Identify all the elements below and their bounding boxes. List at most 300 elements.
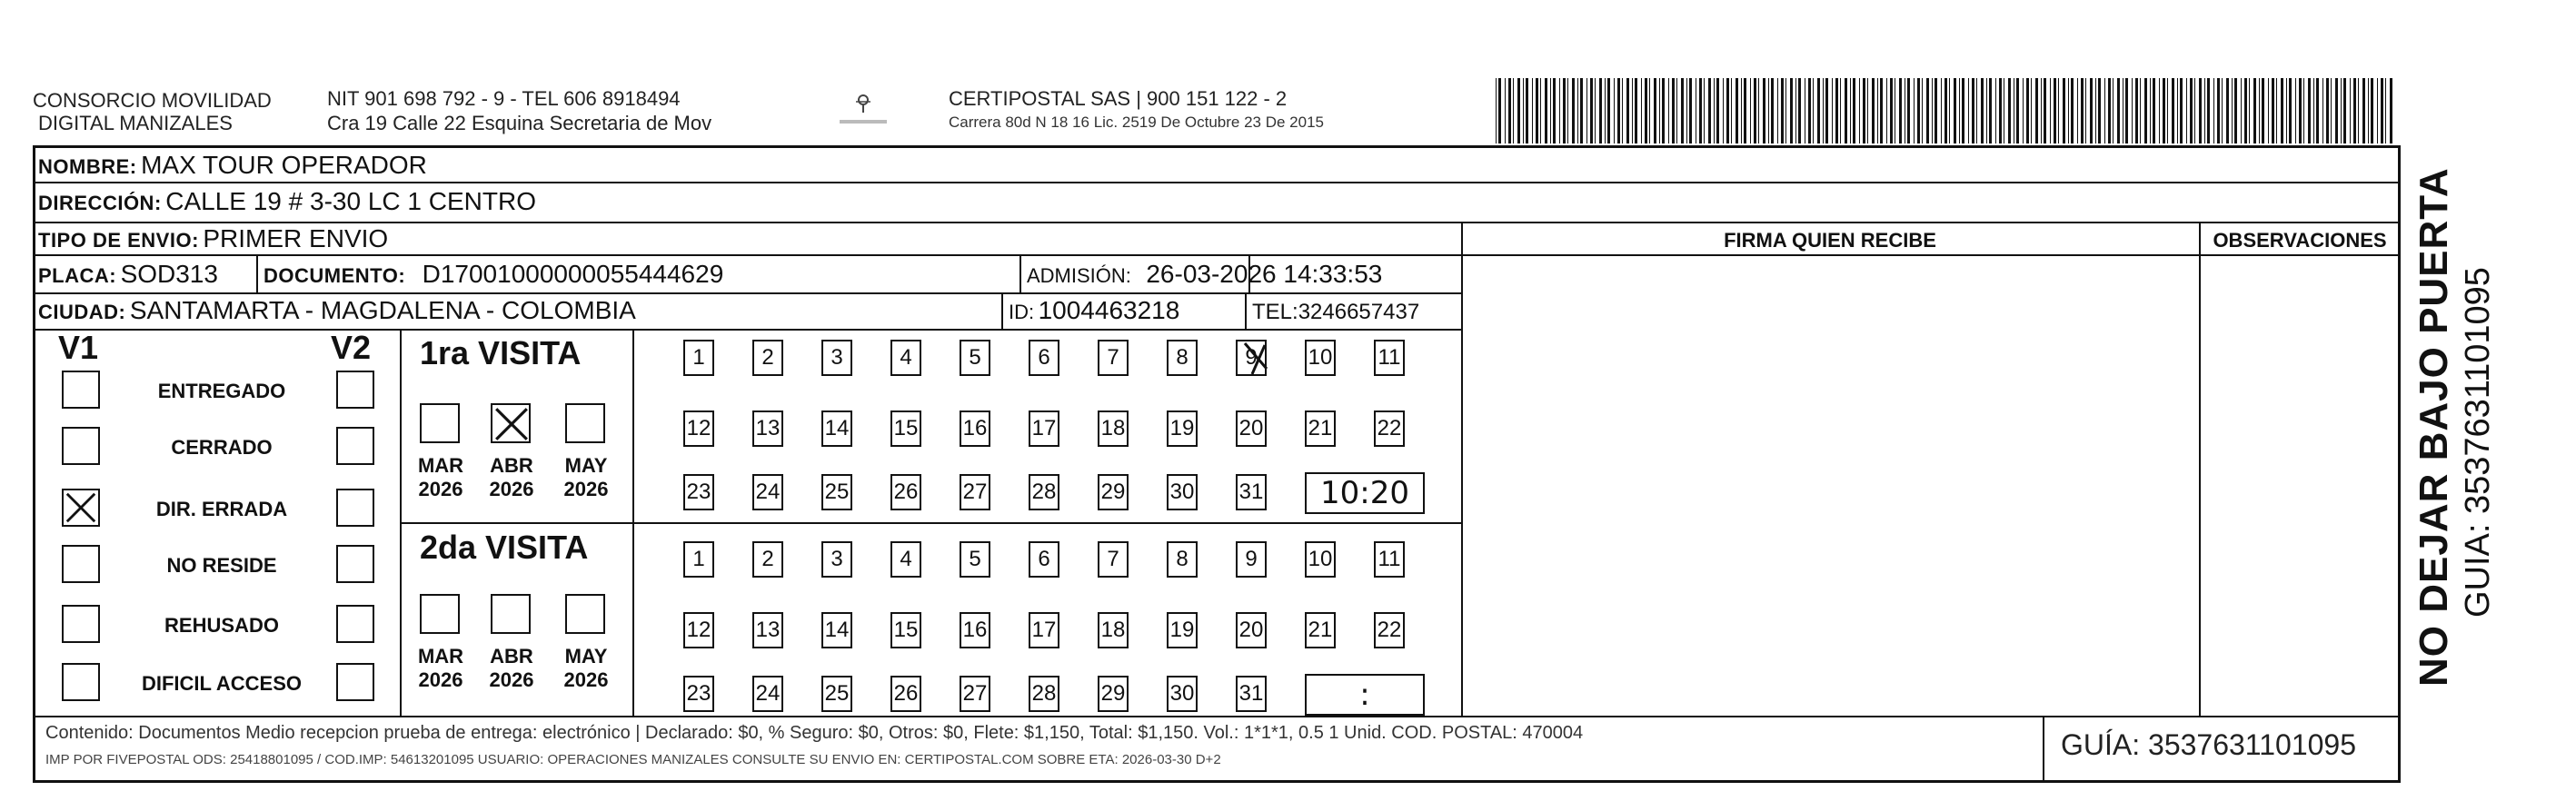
barcode-bar xyxy=(1645,78,1647,143)
barcode-bar xyxy=(1626,78,1629,143)
second-day-11[interactable]: 11 xyxy=(1374,541,1405,578)
barcode-bar xyxy=(2190,78,2193,143)
barcode-bar xyxy=(1986,78,1987,143)
barcode-bar xyxy=(2041,78,2042,143)
first-day-21[interactable]: 21 xyxy=(1305,410,1336,447)
barcode-bar xyxy=(2289,78,2292,143)
barcode-bar xyxy=(2281,78,2283,143)
second-visit-title: 2da VISITA xyxy=(420,529,589,566)
barcode-bar xyxy=(2108,78,2111,143)
first-day-7[interactable]: 7 xyxy=(1098,340,1129,376)
barcode-bar xyxy=(2299,78,2302,143)
first-day-13[interactable]: 13 xyxy=(752,410,783,447)
first-month-abr-label: ABR 2026 xyxy=(489,454,534,500)
side-guia-text: GUIA: 3537631101095 xyxy=(2459,267,2497,618)
contents-line: Contenido: Documentos Medio recepcion prueba de entrega: electrónico | Declarado: $0, % Seguro: $0, Otros: $0, Flete: $1,150, Total: $1,150. Vol.: 1*1*1, 0.5 1 Unid. COD. POSTAL: 470004 xyxy=(45,723,1584,743)
barcode-bar xyxy=(2044,78,2046,143)
second-month-abr-label: ABR 2026 xyxy=(489,645,534,691)
barcode-bar xyxy=(2295,78,2296,143)
barcode-bar xyxy=(1914,78,1915,143)
barcode-bar xyxy=(2326,78,2329,143)
company-name-line1: CONSORCIO MOVILIDAD xyxy=(33,89,272,112)
barcode-bar xyxy=(1590,78,1593,143)
guia-footer-label: GUÍA: xyxy=(2061,728,2141,761)
barcode-bar xyxy=(1532,78,1533,143)
first-day-22[interactable]: 22 xyxy=(1374,410,1405,447)
barcode-bar xyxy=(1632,78,1633,143)
placa-label: PLACA: xyxy=(38,264,117,287)
barcode-bar xyxy=(2213,78,2214,143)
barcode-bar xyxy=(2204,78,2205,143)
barcode-bar xyxy=(2008,78,2011,143)
status-label-cerrado: CERRADO xyxy=(171,436,273,459)
v2-checkbox-cerrado[interactable] xyxy=(336,427,374,465)
first-day-8[interactable]: 8 xyxy=(1167,340,1198,376)
first-day-18[interactable]: 18 xyxy=(1098,410,1129,447)
second-day-23[interactable]: 23 xyxy=(683,676,714,712)
barcode-bar xyxy=(1649,78,1650,143)
ciudad-row xyxy=(38,296,636,325)
first-day-15[interactable]: 15 xyxy=(890,410,921,447)
barcode-bar xyxy=(1823,78,1824,143)
barcode-bar xyxy=(1880,78,1883,143)
address-text: Cra 19 Calle 22 Esquina Secretaria de Mov xyxy=(327,112,712,134)
barcode-bar xyxy=(2303,78,2304,143)
first-visit-title: 1ra VISITA xyxy=(420,334,582,371)
barcode-bar xyxy=(2222,78,2223,143)
barcode-bar xyxy=(1890,78,1893,143)
barcode-bar xyxy=(2234,78,2237,143)
nit-text: NIT 901 698 792 - 9 - TEL 606 8918494 xyxy=(327,87,681,110)
second-day-15[interactable]: 15 xyxy=(890,612,921,648)
barcode-bar xyxy=(2035,78,2038,143)
second-month-may-checkbox[interactable] xyxy=(565,594,605,634)
second-month-abr-checkbox[interactable] xyxy=(491,594,531,634)
barcode-bar xyxy=(1867,78,1868,143)
first-visit-time[interactable]: 10:20 xyxy=(1305,472,1425,514)
first-day-31[interactable]: 31 xyxy=(1236,474,1267,510)
barcode-bar xyxy=(1777,78,1778,143)
ciudad-value: SANTAMARTA - MAGDALENA - COLOMBIA xyxy=(129,296,636,324)
barcode-bar xyxy=(1999,78,2002,143)
barcode-bar xyxy=(1771,78,1774,143)
barcode-bar xyxy=(1540,78,1541,143)
barcode-bar xyxy=(2207,78,2210,143)
barcode-bar xyxy=(1835,78,1838,143)
guia-footer-value: 3537631101095 xyxy=(2148,728,2356,761)
barcode-bar xyxy=(1577,78,1578,143)
barcode-bar xyxy=(1699,78,1702,143)
barcode-bar xyxy=(1681,78,1684,143)
barcode-bar xyxy=(1563,78,1566,143)
nombre-value: MAX TOUR OPERADOR xyxy=(141,151,427,179)
v2-checkbox-no-reside[interactable] xyxy=(336,545,374,583)
first-day-12[interactable]: 12 xyxy=(683,410,714,447)
first-day-26[interactable]: 26 xyxy=(890,474,921,510)
barcode-bar xyxy=(2058,78,2059,143)
barcode-bar xyxy=(2268,78,2269,143)
second-day-6[interactable]: 6 xyxy=(1029,541,1059,578)
barcode-bar xyxy=(2194,78,2195,143)
admision-label: ADMISIÓN: xyxy=(1027,264,1131,287)
first-day-3[interactable]: 3 xyxy=(821,340,852,376)
second-day-10[interactable]: 10 xyxy=(1305,541,1336,578)
barcode-bar xyxy=(1595,78,1596,143)
second-day-30[interactable]: 30 xyxy=(1167,676,1198,712)
barcode-bar xyxy=(2077,78,2078,143)
barcode-bar xyxy=(2368,78,2369,143)
v1-header: V1 xyxy=(58,329,99,366)
barcode-bar xyxy=(1917,78,1920,143)
barcode-bar xyxy=(2085,78,2086,143)
barcode-bar xyxy=(2163,78,2165,143)
barcode-bar xyxy=(1817,78,1820,143)
nombre-label: NOMBRE: xyxy=(38,155,137,178)
barcode-bar xyxy=(1941,78,1942,143)
first-day-19[interactable]: 19 xyxy=(1167,410,1198,447)
barcode-bar xyxy=(2390,78,2392,143)
v1-checkbox-rehusado[interactable] xyxy=(62,605,100,643)
barcode-bar xyxy=(1723,78,1724,143)
id-label: ID: xyxy=(1009,301,1035,323)
barcode-bar xyxy=(1995,78,1996,143)
first-day-30[interactable]: 30 xyxy=(1167,474,1198,510)
barcode-bar xyxy=(1517,78,1520,143)
second-day-2[interactable]: 2 xyxy=(752,541,783,578)
barcode-bar xyxy=(2150,78,2151,143)
barcode-bar xyxy=(1886,78,1887,143)
second-visit-time[interactable]: : xyxy=(1305,674,1425,716)
first-day-23[interactable]: 23 xyxy=(683,474,714,510)
barcode-bar xyxy=(1907,78,1910,143)
guia-footer xyxy=(2061,728,2356,762)
barcode-bar xyxy=(1662,78,1665,143)
barcode-bar xyxy=(1654,78,1656,143)
barcode-bar xyxy=(2054,78,2056,143)
tipo-envio-row xyxy=(38,224,388,253)
barcode-bar xyxy=(2081,78,2084,143)
second-day-4[interactable]: 4 xyxy=(890,541,921,578)
barcode-bar xyxy=(1526,78,1528,143)
second-day-16[interactable]: 16 xyxy=(960,612,990,648)
barcode-bar xyxy=(1944,78,1947,143)
second-day-19[interactable]: 19 xyxy=(1167,612,1198,648)
first-day-14[interactable]: 14 xyxy=(821,410,852,447)
second-day-13[interactable]: 13 xyxy=(752,612,783,648)
second-day-18[interactable]: 18 xyxy=(1098,612,1129,648)
barcode-bar xyxy=(2016,78,2019,143)
barcode-bar xyxy=(1736,78,1738,143)
barcode-bar xyxy=(1553,78,1556,143)
barcode-bar xyxy=(1704,78,1705,143)
barcode-bar xyxy=(2095,78,2096,143)
barcode-bar xyxy=(2308,78,2311,143)
first-month-mar-checkbox[interactable] xyxy=(420,403,460,443)
first-day-17[interactable]: 17 xyxy=(1029,410,1059,447)
documento-value: D17001000000055444629 xyxy=(422,260,724,288)
second-day-8[interactable]: 8 xyxy=(1167,541,1198,578)
barcode-bar xyxy=(2226,78,2229,143)
first-day-10[interactable]: 10 xyxy=(1305,340,1336,376)
barcode-bar xyxy=(1768,78,1769,143)
barcode-bar xyxy=(1962,78,1964,143)
first-month-mar-label: MAR 2026 xyxy=(417,454,464,500)
first-day-24[interactable]: 24 xyxy=(752,474,783,510)
barcode-bar xyxy=(1813,78,1814,143)
barcode-bar xyxy=(1968,78,1969,143)
first-month-may-checkbox[interactable] xyxy=(565,403,605,443)
barcode-bar xyxy=(2071,78,2074,143)
first-day-16[interactable]: 16 xyxy=(960,410,990,447)
barcode-bar xyxy=(2350,78,2351,143)
barcode-bar xyxy=(1795,78,1796,143)
barcode-bar xyxy=(2358,78,2359,143)
second-day-20[interactable]: 20 xyxy=(1236,612,1267,648)
tipo-envio-label: TIPO DE ENVIO: xyxy=(38,229,199,252)
barcode-icon xyxy=(1496,78,2395,143)
second-day-27[interactable]: 27 xyxy=(960,676,990,712)
barcode-bar xyxy=(1731,78,1732,143)
barcode-bar xyxy=(2381,78,2383,143)
barcode-bar xyxy=(2276,78,2277,143)
barcode-bar xyxy=(2023,78,2024,143)
barcode-bar xyxy=(1989,78,1992,143)
second-day-1[interactable]: 1 xyxy=(683,541,714,578)
second-day-3[interactable]: 3 xyxy=(821,541,852,578)
second-day-31[interactable]: 31 xyxy=(1236,676,1267,712)
first-day-11[interactable]: 11 xyxy=(1374,340,1405,376)
status-label-no-reside: NO RESIDE xyxy=(166,554,277,577)
status-label-dificil-acceso: DIFICIL ACCESO xyxy=(141,672,302,695)
barcode-bar xyxy=(1922,78,1923,143)
barcode-bar xyxy=(2341,78,2342,143)
barcode-bar xyxy=(1708,78,1711,143)
barcode-bar xyxy=(1744,78,1746,143)
barcode-bar xyxy=(2113,78,2114,143)
admision-value: 26-03-2026 14:33:53 xyxy=(1146,260,1383,288)
barcode-bar xyxy=(1859,78,1860,143)
barcode-bar xyxy=(1981,78,1984,143)
first-day-9[interactable]: 9 xyxy=(1236,340,1267,376)
barcode-bar xyxy=(1605,78,1606,143)
second-day-17[interactable]: 17 xyxy=(1029,612,1059,648)
barcode-bar xyxy=(1959,78,1960,143)
barcode-bar xyxy=(1926,78,1929,143)
barcode-bar xyxy=(1825,78,1828,143)
barcode-bar xyxy=(2090,78,2093,143)
v2-checkbox-entregado[interactable] xyxy=(336,371,374,409)
barcode-bar xyxy=(1750,78,1751,143)
barcode-bar xyxy=(1853,78,1855,143)
barcode-bar xyxy=(2244,78,2247,143)
barcode-bar xyxy=(1508,78,1511,143)
barcode-bar xyxy=(2253,78,2256,143)
barcode-bar xyxy=(1672,78,1675,143)
barcode-bar xyxy=(1496,78,1497,143)
status-label-entregado: ENTREGADO xyxy=(157,380,286,402)
first-day-25[interactable]: 25 xyxy=(821,474,852,510)
barcode-bar xyxy=(2262,78,2264,143)
barcode-bar xyxy=(1617,78,1620,143)
first-day-20[interactable]: 20 xyxy=(1236,410,1267,447)
second-day-24[interactable]: 24 xyxy=(752,676,783,712)
barcode-bar xyxy=(2385,78,2386,143)
certipostal-name: CERTIPOSTAL SAS | 900 151 122 - 2 xyxy=(949,87,1288,110)
barcode-bar xyxy=(1863,78,1865,143)
barcode-bar xyxy=(1872,78,1875,143)
barcode-bar xyxy=(2167,78,2168,143)
v2-checkbox-dir-errada[interactable] xyxy=(336,489,374,527)
barcode-bar xyxy=(1932,78,1933,143)
no-dejar-bajo-puerta-text: NO DEJAR BAJO PUERTA xyxy=(2412,167,2456,687)
second-day-21[interactable]: 21 xyxy=(1305,612,1336,648)
v1-checkbox-no-reside[interactable] xyxy=(62,545,100,583)
side-panel xyxy=(2408,145,2535,690)
barcode-bar xyxy=(1536,78,1538,143)
barcode-bar xyxy=(2371,78,2373,143)
v2-checkbox-dificil-acceso[interactable] xyxy=(336,663,374,701)
second-day-28[interactable]: 28 xyxy=(1029,676,1059,712)
second-day-14[interactable]: 14 xyxy=(821,612,852,648)
barcode-bar xyxy=(2322,78,2323,143)
tel-value: 3246657437 xyxy=(1298,300,1420,324)
certipostal-address: Carrera 80d N 18 16 Lic. 2519 De Octubre 23 De 2015 xyxy=(949,114,1324,131)
id-row xyxy=(1009,296,1179,325)
barcode-bar xyxy=(2135,78,2138,143)
barcode-bar xyxy=(2316,78,2319,143)
v2-header: V2 xyxy=(331,329,372,366)
barcode-bar xyxy=(2125,78,2128,143)
second-day-29[interactable]: 29 xyxy=(1098,676,1129,712)
v2-checkbox-rehusado[interactable] xyxy=(336,605,374,643)
barcode-bar xyxy=(2144,78,2147,143)
barcode-bar xyxy=(2132,78,2133,143)
barcode-bar xyxy=(2177,78,2178,143)
first-day-28[interactable]: 28 xyxy=(1029,474,1059,510)
barcode-bar xyxy=(2353,78,2356,143)
tel-row xyxy=(1252,300,1419,325)
barcode-bar xyxy=(1899,78,1902,143)
first-day-2[interactable]: 2 xyxy=(752,340,783,376)
documento-label: DOCUMENTO: xyxy=(264,264,406,287)
barcode-bar xyxy=(1754,78,1756,143)
barcode-bar xyxy=(1641,78,1642,143)
x-check-mark xyxy=(492,405,531,443)
barcode-bar xyxy=(1716,78,1719,143)
barcode-bar xyxy=(2026,78,2029,143)
direccion-label: DIRECCIÓN: xyxy=(38,192,162,214)
firma-quien-recibe-header: FIRMA QUIEN RECIBE xyxy=(1724,229,1936,252)
x-check-mark xyxy=(64,490,98,525)
v1-checkbox-cerrado[interactable] xyxy=(62,427,100,465)
second-day-5[interactable]: 5 xyxy=(960,541,990,578)
second-day-22[interactable]: 22 xyxy=(1374,612,1405,648)
barcode-bar xyxy=(2159,78,2160,143)
first-day-5[interactable]: 5 xyxy=(960,340,990,376)
barcode-bar xyxy=(1567,78,1568,143)
barcode-bar xyxy=(1726,78,1729,143)
barcode-bar xyxy=(1763,78,1765,143)
barcode-bar xyxy=(1580,78,1583,143)
barcode-bar xyxy=(1832,78,1833,143)
barcode-bar xyxy=(1714,78,1715,143)
barcode-bar xyxy=(2335,78,2338,143)
barcode-bar xyxy=(1513,78,1514,143)
barcode-bar xyxy=(2098,78,2101,143)
barcode-bar xyxy=(1668,78,1669,143)
first-day-29[interactable]: 29 xyxy=(1098,474,1129,510)
second-day-26[interactable]: 26 xyxy=(890,676,921,712)
barcode-bar xyxy=(1614,78,1615,143)
first-day-27[interactable]: 27 xyxy=(960,474,990,510)
barcode-bar xyxy=(2362,78,2365,143)
first-day-6[interactable]: 6 xyxy=(1029,340,1059,376)
certipostal-logo-icon xyxy=(836,91,890,131)
barcode-bar xyxy=(2186,78,2187,143)
first-day-4[interactable]: 4 xyxy=(890,340,921,376)
barcode-bar xyxy=(2286,78,2287,143)
barcode-bar xyxy=(1954,78,1956,143)
barcode-bar xyxy=(2377,78,2378,143)
barcode-bar xyxy=(2172,78,2174,143)
barcode-bar xyxy=(2050,78,2051,143)
barcode-bar xyxy=(1781,78,1784,143)
second-day-12[interactable]: 12 xyxy=(683,612,714,648)
tipo-envio-value: PRIMER ENVIO xyxy=(203,224,389,252)
barcode-bar xyxy=(1659,78,1660,143)
barcode-bar xyxy=(1949,78,1950,143)
v1-checkbox-entregado[interactable] xyxy=(62,371,100,409)
second-month-mar-checkbox[interactable] xyxy=(420,594,460,634)
second-month-mar-label: MAR 2026 xyxy=(417,645,464,691)
company-name-line2: DIGITAL MANIZALES xyxy=(38,112,233,134)
barcode-bar xyxy=(1934,78,1937,143)
barcode-bar xyxy=(1498,78,1501,143)
second-day-9[interactable]: 9 xyxy=(1236,541,1267,578)
barcode-bar xyxy=(2104,78,2105,143)
barcode-bar xyxy=(1550,78,1551,143)
placa-row xyxy=(38,260,218,289)
barcode-bar xyxy=(2241,78,2242,143)
barcode-bar xyxy=(2153,78,2155,143)
barcode-bar xyxy=(1790,78,1793,143)
barcode-bar xyxy=(1676,78,1677,143)
ciudad-label: CIUDAD: xyxy=(38,301,126,323)
tel-label: TEL: xyxy=(1252,300,1298,324)
id-value: 1004463218 xyxy=(1038,296,1180,324)
barcode-bar xyxy=(2331,78,2332,143)
barcode-bar xyxy=(1840,78,1841,143)
barcode-bar xyxy=(1689,78,1692,143)
barcode-bar xyxy=(2063,78,2065,143)
barcode-bar xyxy=(2068,78,2069,143)
second-day-7[interactable]: 7 xyxy=(1098,541,1129,578)
v1-checkbox-dificil-acceso[interactable] xyxy=(62,663,100,701)
second-month-may-label: MAY 2026 xyxy=(563,645,609,691)
barcode-bar xyxy=(2199,78,2202,143)
barcode-bar xyxy=(1785,78,1786,143)
barcode-bar xyxy=(1622,78,1623,143)
barcode-bar xyxy=(1523,78,1524,143)
placa-value: SOD313 xyxy=(120,260,218,288)
admision-row xyxy=(1027,260,1382,289)
second-day-25[interactable]: 25 xyxy=(821,676,852,712)
barcode-bar xyxy=(1505,78,1506,143)
barcode-bar xyxy=(1607,78,1610,143)
barcode-bar xyxy=(1798,78,1801,143)
barcode-bar xyxy=(2140,78,2141,143)
first-day-1[interactable]: 1 xyxy=(683,340,714,376)
